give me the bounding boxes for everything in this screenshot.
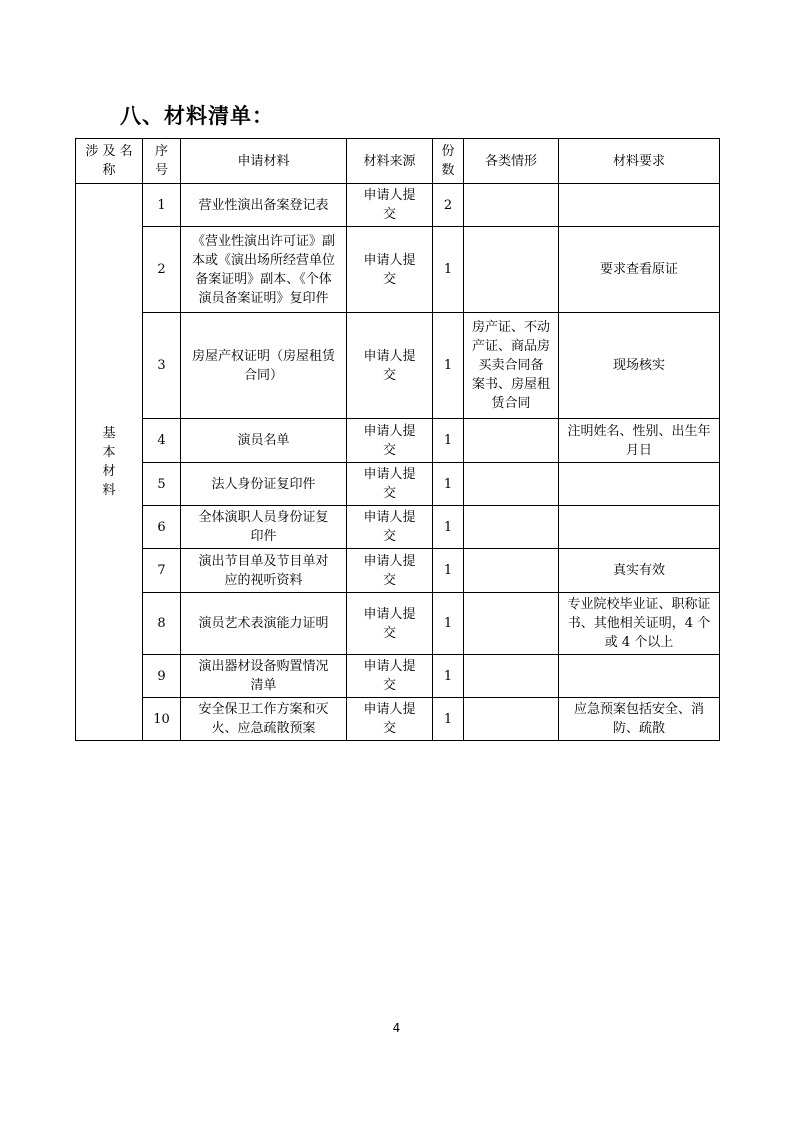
header-situation: 各类情形 <box>464 139 559 184</box>
situation-cell <box>464 698 559 741</box>
situation-cell: 房产证、不动 产证、商品房 买卖合同备 案书、房屋租 赁合同 <box>464 313 559 419</box>
source-cell: 申请人提 交 <box>347 184 433 227</box>
situation-cell <box>464 506 559 549</box>
source-cell: 申请人提 交 <box>347 313 433 419</box>
material-cell: 安全保卫工作方案和灭 火、应急疏散预案 <box>181 698 347 741</box>
source-cell: 申请人提 交 <box>347 698 433 741</box>
row-number: 6 <box>143 506 181 549</box>
table-row <box>76 549 720 593</box>
row-number: 1 <box>143 184 181 227</box>
copies-cell: 1 <box>433 698 464 741</box>
material-cell: 演出器材设备购置情况 清单 <box>181 655 347 698</box>
material-cell: 营业性演出备案登记表 <box>181 184 347 227</box>
material-cell: 法人身份证复印件 <box>181 463 347 506</box>
table-row <box>76 463 720 506</box>
situation-cell <box>464 184 559 227</box>
source-cell: 申请人提 交 <box>347 419 433 463</box>
requirement-cell: 真实有效 <box>559 549 720 593</box>
header-requirement: 材料要求 <box>559 139 720 184</box>
row-number: 4 <box>143 419 181 463</box>
requirement-cell <box>559 506 720 549</box>
row-number: 3 <box>143 313 181 419</box>
header-material: 申请材料 <box>181 139 347 184</box>
header-number: 序 号 <box>143 139 181 184</box>
situation-cell <box>464 549 559 593</box>
source-cell: 申请人提 交 <box>347 655 433 698</box>
situation-cell <box>464 227 559 313</box>
row-number: 2 <box>143 227 181 313</box>
table-row <box>76 227 720 313</box>
material-cell: 房屋产权证明（房屋租赁 合同） <box>181 313 347 419</box>
copies-cell: 1 <box>433 506 464 549</box>
copies-cell: 1 <box>433 549 464 593</box>
requirement-cell <box>559 184 720 227</box>
copies-cell: 1 <box>433 463 464 506</box>
header-category: 涉 及 名 称 <box>76 139 143 184</box>
copies-cell: 2 <box>433 184 464 227</box>
requirement-cell: 应急预案包括安全、消 防、疏散 <box>559 698 720 741</box>
source-cell: 申请人提 交 <box>347 549 433 593</box>
table-row <box>76 655 720 698</box>
source-cell: 申请人提 交 <box>347 227 433 313</box>
table-body <box>76 184 720 741</box>
copies-cell: 1 <box>433 655 464 698</box>
situation-cell <box>464 463 559 506</box>
table-row <box>76 698 720 741</box>
situation-cell <box>464 593 559 655</box>
table-header <box>76 139 720 184</box>
table-row <box>76 506 720 549</box>
table-row <box>76 593 720 655</box>
source-cell: 申请人提 交 <box>347 506 433 549</box>
copies-cell: 1 <box>433 227 464 313</box>
requirement-cell: 专业院校毕业证、职称证 书、其他相关证明，4 个 或 4 个以上 <box>559 593 720 655</box>
requirement-cell: 注明姓名、性别、出生年 月日 <box>559 419 720 463</box>
material-cell: 全体演职人员身份证复 印件 <box>181 506 347 549</box>
copies-cell: 1 <box>433 313 464 419</box>
requirement-cell: 要求查看原证 <box>559 227 720 313</box>
copies-cell: 1 <box>433 419 464 463</box>
materials-table <box>75 138 720 741</box>
row-number: 5 <box>143 463 181 506</box>
requirement-cell <box>559 463 720 506</box>
situation-cell <box>464 655 559 698</box>
row-number: 8 <box>143 593 181 655</box>
table-row <box>76 313 720 419</box>
header-copies: 份 数 <box>433 139 464 184</box>
row-number: 10 <box>143 698 181 741</box>
material-cell: 《营业性演出许可证》副 本或《演出场所经营单位 备案证明》副本、《个体 演员备案证明》复印件 <box>181 227 347 313</box>
page-number: 4 <box>392 1021 401 1035</box>
source-cell: 申请人提 交 <box>347 593 433 655</box>
section-heading: 八、材料清单： <box>120 104 274 128</box>
category-cell: 基 本 材 料 <box>76 184 143 741</box>
header-source: 材料来源 <box>347 139 433 184</box>
requirement-cell <box>559 655 720 698</box>
table-row <box>76 419 720 463</box>
row-number: 7 <box>143 549 181 593</box>
material-cell: 演员名单 <box>181 419 347 463</box>
row-number: 9 <box>143 655 181 698</box>
header-row <box>76 139 720 184</box>
copies-cell: 1 <box>433 593 464 655</box>
source-cell: 申请人提 交 <box>347 463 433 506</box>
table-row <box>76 184 720 227</box>
material-cell: 演员艺术表演能力证明 <box>181 593 347 655</box>
situation-cell <box>464 419 559 463</box>
requirement-cell: 现场核实 <box>559 313 720 419</box>
material-cell: 演出节目单及节目单对 应的视听资料 <box>181 549 347 593</box>
